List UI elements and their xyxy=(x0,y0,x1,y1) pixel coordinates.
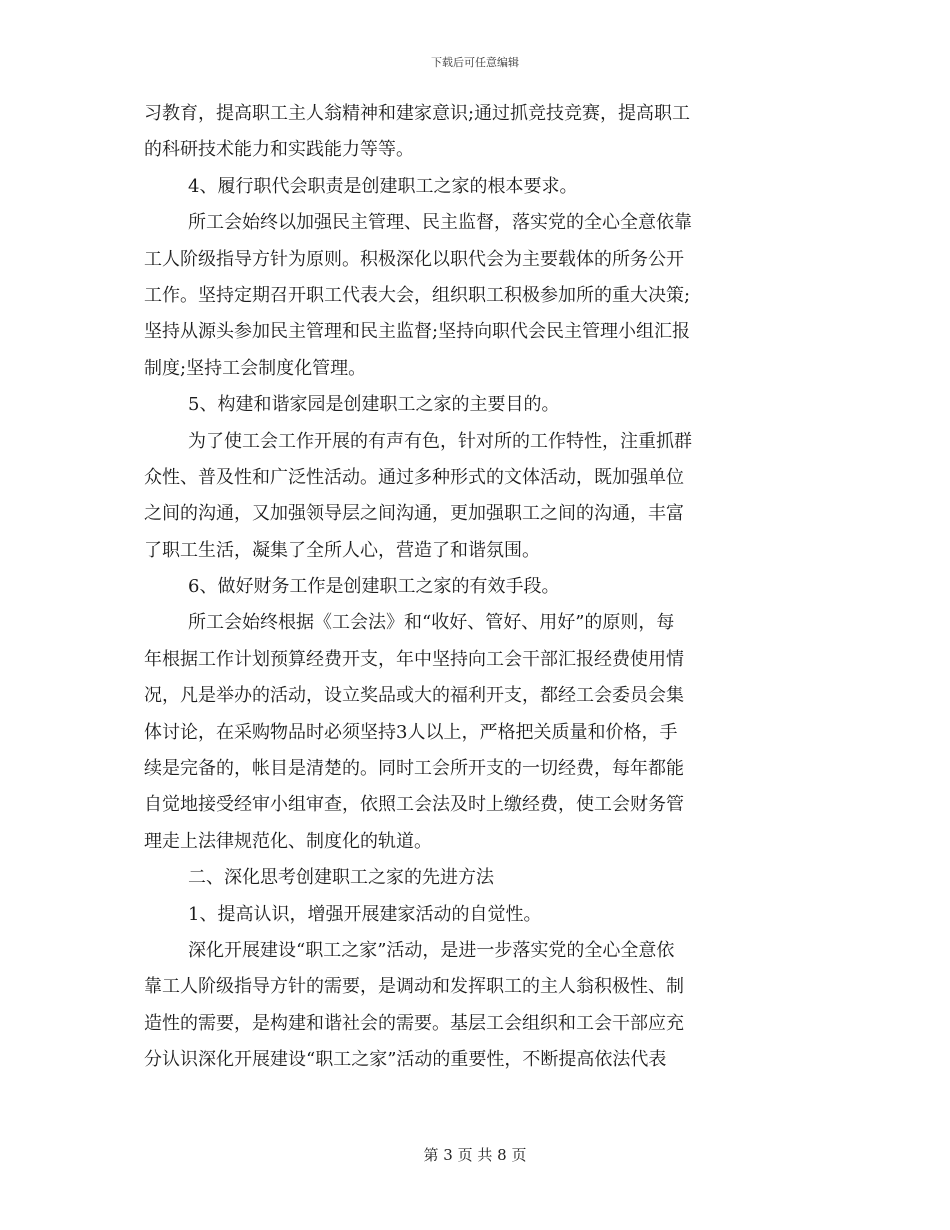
section-heading: 6、做好财务工作是创建职工之家的有效手段。 xyxy=(188,576,560,598)
text-line: 工作。坚持定期召开职工代表大会，组织职工积极参加所的重大决策; xyxy=(144,284,691,306)
text-line: 坚持从源头参加民主管理和民主监督;坚持向职代会民主管理小组汇报 xyxy=(144,321,691,343)
document-body xyxy=(144,96,806,1079)
text-line: 众性、普及性和广泛性活动。通过多种形式的文体活动，既加强单位 xyxy=(144,466,684,488)
text-line: 的科研技术能力和实践能力等等。 xyxy=(144,139,414,161)
text-line: 所工会始终以加强民主管理、民主监督，落实党的全心全意依靠 xyxy=(188,212,692,234)
text-line: 分认识深化开展建设“职工之家”活动的重要性，不断提高依法代表 xyxy=(144,1049,667,1071)
text-line: 自觉地接受经审小组审查，依照工会法及时上缴经费，使工会财务管 xyxy=(144,794,684,816)
text-line: 造性的需要，是构建和谐社会的需要。基层工会组织和工会干部应充 xyxy=(144,1012,684,1034)
text-line: 续是完备的，帐目是清楚的。同时工会所开支的一切经费，每年都能 xyxy=(144,758,684,780)
section-heading: 二、深化思考创建职工之家的先进方法 xyxy=(188,867,494,889)
text-line: 工人阶级指导方针为原则。积极深化以职代会为主要载体的所务公开 xyxy=(144,248,684,270)
text-line: 为了使工会工作开展的有声有色，针对所的工作特性，注重抓群 xyxy=(188,430,692,452)
text-line: 理走上法律规范化、制度化的轨道。 xyxy=(144,830,432,852)
text-line: 之间的沟通，又加强领导层之间沟通，更加强职工之间的沟通，丰富 xyxy=(144,503,684,525)
text-line: 制度;坚持工会制度化管理。 xyxy=(144,357,367,379)
text-line: 况，凡是举办的活动，设立奖品或大的福利开支，都经工会委员会集 xyxy=(144,685,684,707)
page-number: 第 3 页 共 8 页 xyxy=(423,1146,527,1164)
page-header: 下载后可任意编辑 xyxy=(431,56,519,69)
section-heading: 1、提高认识，增强开展建家活动的自觉性。 xyxy=(188,903,542,925)
text-line: 靠工人阶级指导方针的需要，是调动和发挥职工的主人翁积极性、制 xyxy=(144,976,684,998)
section-heading: 5、构建和谐家园是创建职工之家的主要目的。 xyxy=(188,394,560,416)
section-heading: 4、履行职代会职责是创建职工之家的根本要求。 xyxy=(188,175,578,197)
text-line: 了职工生活，凝集了全所人心，营造了和谐氛围。 xyxy=(144,539,540,561)
text-line: 体讨论，在采购物品时必须坚持3人以上，严格把关质量和价格，手 xyxy=(144,721,678,743)
text-line: 所工会始终根据《工会法》和“收好、管好、用好”的原则，每 xyxy=(188,612,675,634)
text-line: 深化开展建设“职工之家”活动，是进一步落实党的全心全意依 xyxy=(188,939,675,961)
text-line: 年根据工作计划预算经费开支，年中坚持向工会干部汇报经费使用情 xyxy=(144,648,684,670)
text-line: 习教育，提高职工主人翁精神和建家意识;通过抓竞技竞赛，提高职工 xyxy=(144,103,691,124)
